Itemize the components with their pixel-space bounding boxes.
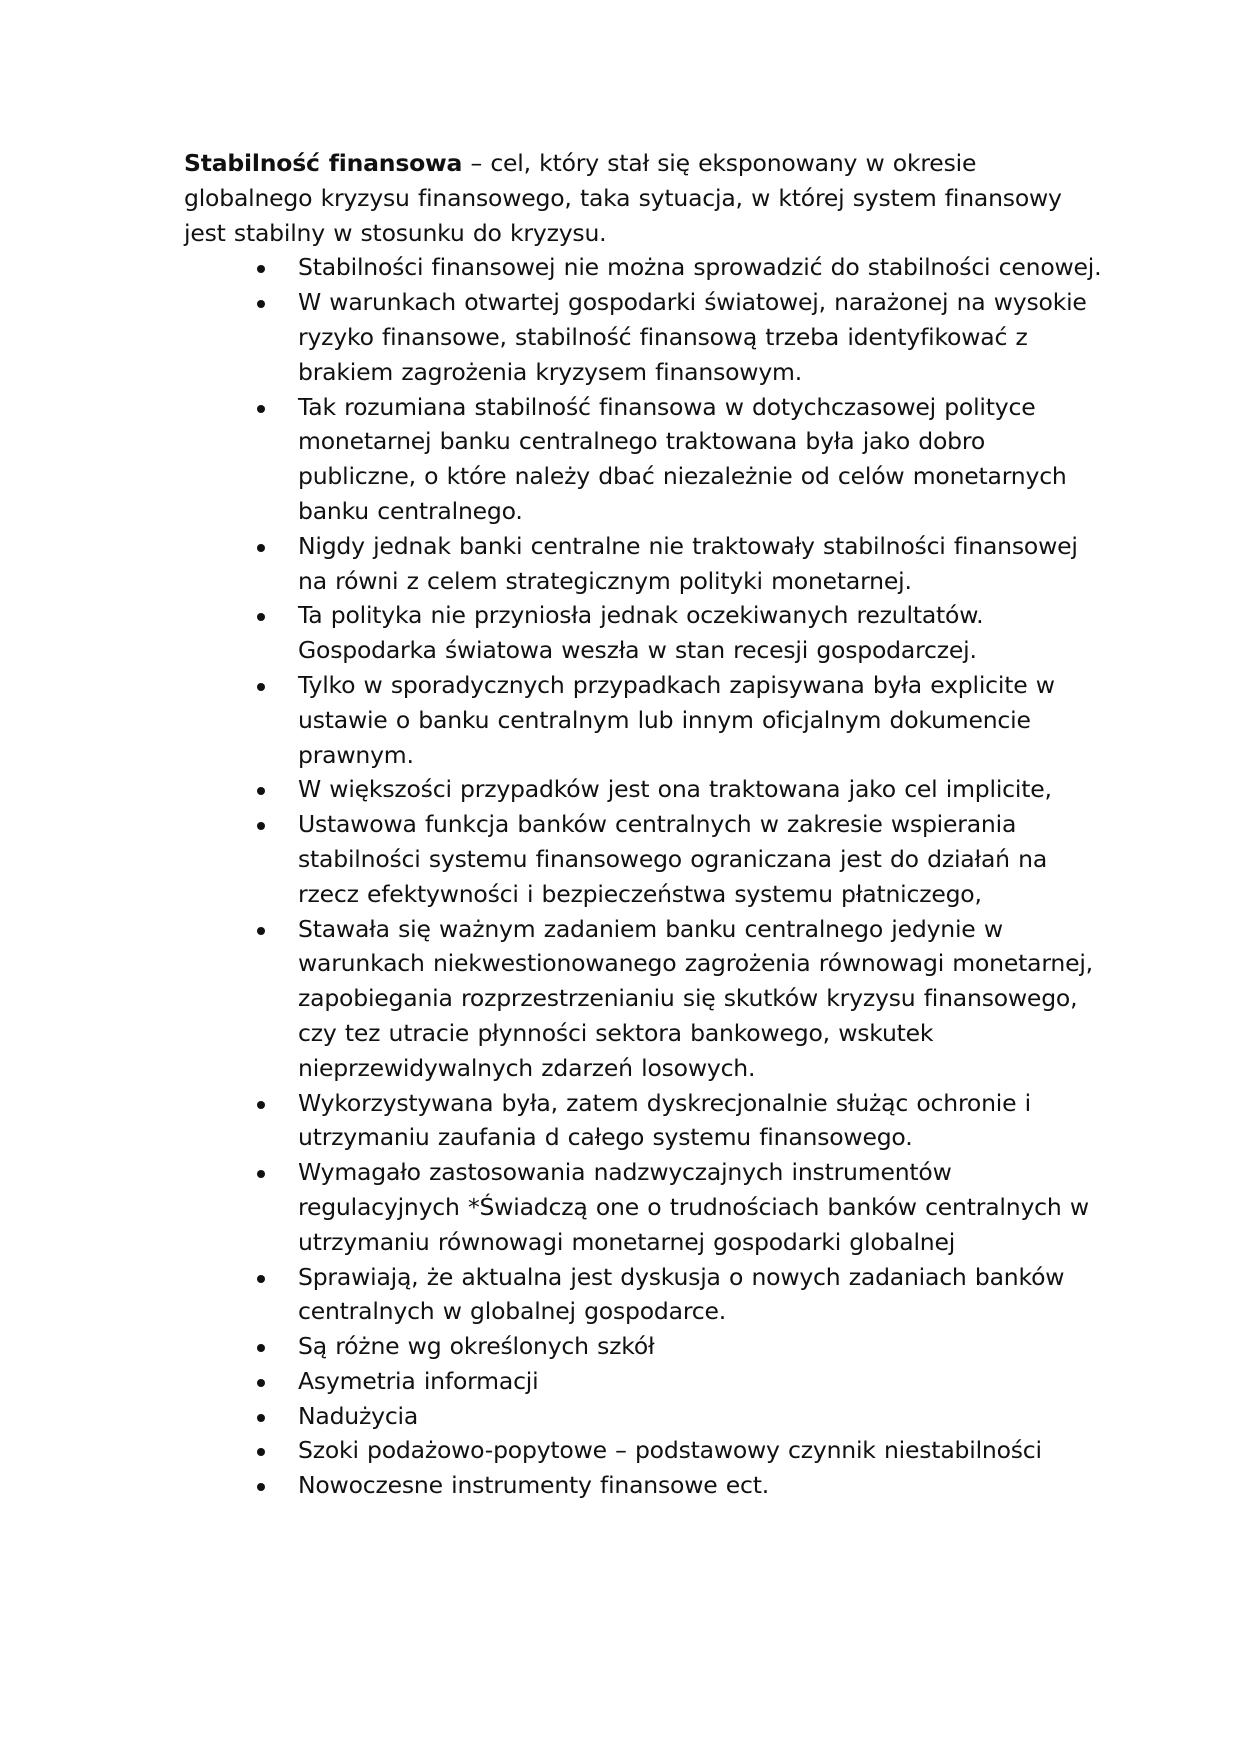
list-item [298,529,1104,599]
bullet-icon [257,1483,265,1491]
list-item-text: Sprawiają, że aktualna jest dyskusja o nowych zadaniach banków centralnych w globalnej gospodarce. [298,1262,1065,1326]
list-item [298,912,1104,1086]
list-item [298,1364,1104,1399]
list-item-text: Tak rozumiana stabilność finansowa w dotychczasowej polityce monetarnej banku centralnego traktowana była jako dobro publiczne, o które należy dbać niezależnie od celów monetarnych banku centralnego. [298,392,1067,525]
list-item-text: W warunkach otwartej gospodarki światowej, narażonej na wysokie ryzyko finansowe, stabilność finansową trzeba identyfikować z brakiem zagrożenia kryzysem finansowym. [298,288,1087,386]
list-item-text: Nadużycia [298,1401,419,1430]
bullet-icon [257,1275,265,1283]
bullet-icon [257,300,265,308]
list-item [298,1329,1104,1364]
list-item [298,668,1104,772]
bullet-icon [257,683,265,691]
list-item-text: Wymagało zastosowania nadzwyczajnych instrumentów regulacyjnych *Świadczą one o trudnościach banków centralnych w utrzymaniu równowagi monetarnej gospodarki globalnej [298,1158,1089,1256]
intro-paragraph [184,146,1104,250]
bullet-icon [257,544,265,552]
list-item [298,598,1104,668]
list-item-text: Tylko w sporadycznych przypadkach zapisywana była explicite w ustawie o banku centralnym lub innym oficjalnym dokumencie prawnym. [298,670,1055,769]
list-item [298,1155,1104,1259]
list-item-text: Wykorzystywana była, zatem dyskrecjonalnie służąc ochronie i utrzymaniu zaufania d całego systemu finansowego. [298,1088,1031,1152]
bullet-icon [257,1448,265,1456]
list-item [298,390,1104,529]
list-item [298,1086,1104,1156]
bullet-icon [257,265,265,273]
list-item-text: Stabilności finansowej nie można sprowadzić do stabilności cenowej. [298,253,1102,282]
list-item-text: Są różne wg określonych szkół [298,1332,655,1361]
list-item [298,1468,1104,1503]
intro-term: Stabilność finansowa [184,149,463,177]
list-item-text: Ustawowa funkcja banków centralnych w zakresie wspierania stabilności systemu finansowego ograniczana jest do działań na rzecz efektywności i bezpieczeństwa systemu płatniczego, [298,810,1048,908]
list-item [298,772,1104,807]
bullet-icon [257,405,265,413]
bullet-icon [257,1414,265,1422]
document-page [184,146,1104,1503]
bullet-icon [257,1344,265,1352]
list-item [298,807,1104,911]
list-item [298,1260,1104,1330]
intro-text: – cel, który stał się eksponowany w okresie globalnego kryzysu finansowego, taka sytuacja, w której system finansowy jest stabilny w stosunku do kryzysu. [184,149,1062,247]
list-item-text: Ta polityka nie przyniosła jednak oczekiwanych rezultatów. Gospodarka światowa weszła w stan recesji gospodarczej. [298,601,984,665]
list-item-text: W większości przypadków jest ona traktowana jako cel implicite, [298,775,1052,804]
list-item-text: Nigdy jednak banki centralne nie traktowały stabilności finansowej na równi z celem strategicznym polityki monetarnej. [298,531,1078,595]
bullet-icon [257,787,265,795]
list-item-text: Nowoczesne instrumenty finansowe ect. [298,1471,770,1500]
bullet-icon [257,1101,265,1109]
list-item-text: Stawała się ważnym zadaniem banku centralnego jedynie w warunkach niekwestionowanego zagrożenia równowagi monetarnej, zapobiegania rozprzestrzenianiu się skutków kryzysu finansowego, czy tez utracie płynności sektora bankowego, wskutek nieprzewidywalnych zdarzeń losowych. [298,914,1093,1082]
list-item [298,1433,1104,1468]
bullet-list [184,250,1104,1503]
list-item-text: Szoki podażowo-popytowe – podstawowy czynnik niestabilności [298,1436,1042,1465]
list-item [298,285,1104,389]
list-item [298,1399,1104,1434]
bullet-icon [257,1170,265,1178]
bullet-icon [257,1379,265,1387]
bullet-icon [257,613,265,621]
bullet-icon [257,927,265,935]
list-item-text: Asymetria informacji [298,1366,539,1395]
bullet-icon [257,822,265,830]
list-item [298,250,1104,285]
